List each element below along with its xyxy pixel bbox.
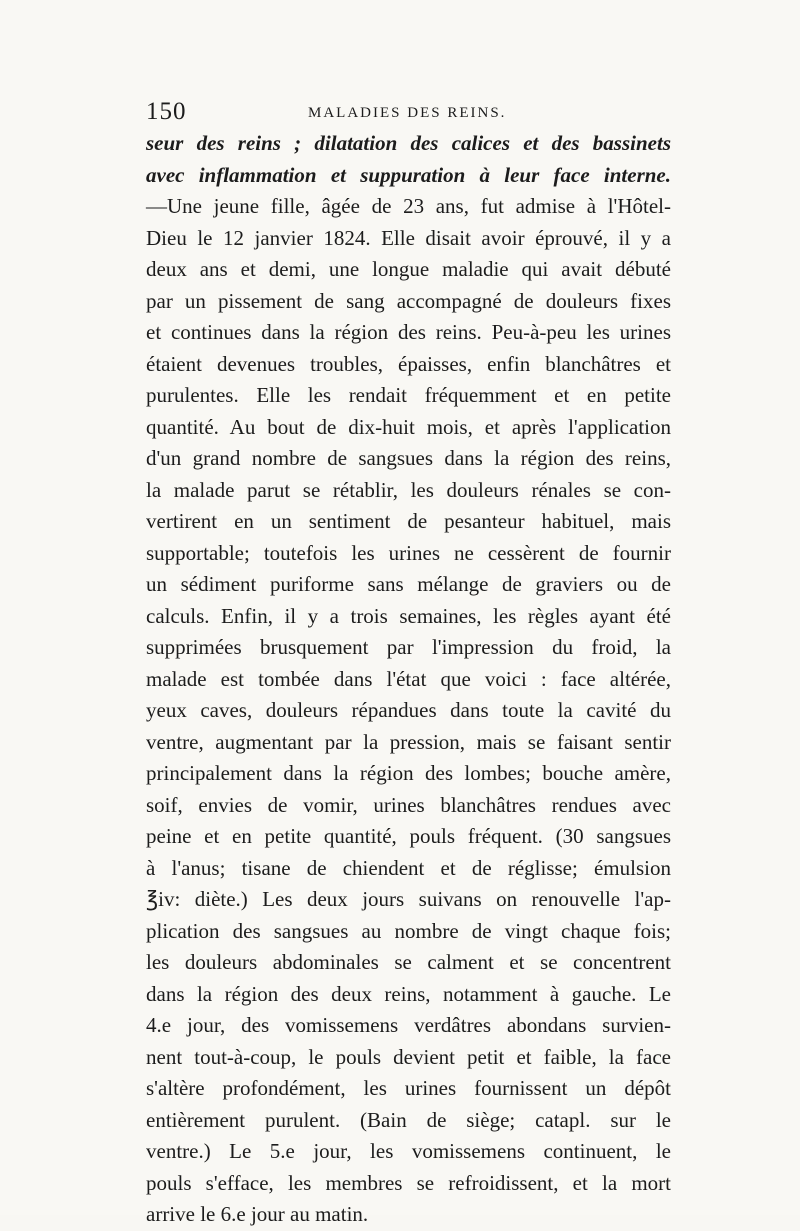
text-line: nent tout-à-coup, le pouls devient petit et faible, la face	[146, 1044, 671, 1069]
text-line: les douleurs abdominales se calment et se concentrent	[146, 950, 671, 974]
text-line: la malade parut se rétablir, les douleurs rénales se con-	[146, 477, 671, 502]
page-number: 150	[146, 98, 187, 125]
text-line: Dieu le 12 janvier 1824. Elle disait avoir éprouvé, il y a	[146, 225, 671, 250]
text-line: supportable; toutefois les urines ne cessèrent de fournir	[146, 540, 671, 565]
text-line: malade est tombée dans l'état que voici : face altérée,	[146, 666, 671, 691]
text-line: vertirent en un sentiment de pesanteur habituel, mais	[146, 509, 671, 533]
text-line: pouls s'efface, les membres se refroidissent, et la mort	[146, 1170, 671, 1195]
text-line: étaient devenues troubles, épaisses, enfin blanchâtres et	[146, 351, 671, 376]
running-title: MALADIES DES REINS.	[308, 105, 507, 121]
body-text	[146, 128, 671, 1231]
text-line: deux ans et demi, une longue maladie qui avait débuté	[146, 257, 671, 281]
text-line: ventre, augmentant par la pression, mais se faisant sentir	[146, 729, 671, 754]
text-line: à l'anus; tisane de chiendent et de réglisse; émulsion	[146, 855, 671, 880]
text-line: arrive le 6.e jour au matin.	[146, 1202, 369, 1226]
text-line: 4.e jour, des vomissemens verdâtres abondans survien-	[146, 1013, 671, 1037]
text-line: supprimées brusquement par l'impression du froid, la	[146, 635, 671, 659]
text-line: yeux caves, douleurs répandues dans toute la cavité du	[146, 698, 671, 722]
text-line: d'un grand nombre de sangsues dans la région des reins,	[146, 446, 671, 470]
text-line: —Une jeune fille, âgée de 23 ans, fut admise à l'Hôtel-	[146, 194, 671, 218]
text-line: calculs. Enfin, il y a trois semaines, les règles ayant été	[146, 603, 671, 628]
text-line: ventre.) Le 5.e jour, les vomissemens continuent, le	[146, 1139, 671, 1163]
text-line: peine et en petite quantité, pouls fréquent. (30 sangsues	[146, 824, 671, 848]
text-line: dans la région des deux reins, notamment à gauche. Le	[146, 981, 671, 1006]
text-line: quantité. Au bout de dix-huit mois, et après l'application	[146, 414, 671, 439]
text-line: principalement dans la région des lombes; bouche amère,	[146, 761, 671, 785]
text-line: seur des reins ; dilatation des calices et des bassinets	[146, 131, 671, 155]
text-line: purulentes. Elle les rendait fréquemment et en petite	[146, 383, 671, 407]
text-line: entièrement purulent. (Bain de siège; catapl. sur le	[146, 1107, 671, 1132]
text-line: et continues dans la région des reins. Peu-à-peu les urines	[146, 320, 671, 344]
text-line: s'altère profondément, les urines fournissent un dépôt	[146, 1076, 671, 1100]
text-line: plication des sangsues au nombre de vingt chaque fois;	[146, 918, 671, 943]
page-header	[146, 97, 671, 127]
text-line: soif, envies de vomir, urines blanchâtres rendues avec	[146, 792, 671, 817]
text-line: par un pissement de sang accompagné de douleurs fixes	[146, 288, 671, 313]
text-line: un sédiment puriforme sans mélange de graviers ou de	[146, 572, 671, 596]
text-line: ℥iv: diète.) Les deux jours suivans on renouvelle l'ap-	[146, 887, 671, 911]
text-line: avec inflammation et suppuration à leur face interne.	[146, 162, 671, 187]
